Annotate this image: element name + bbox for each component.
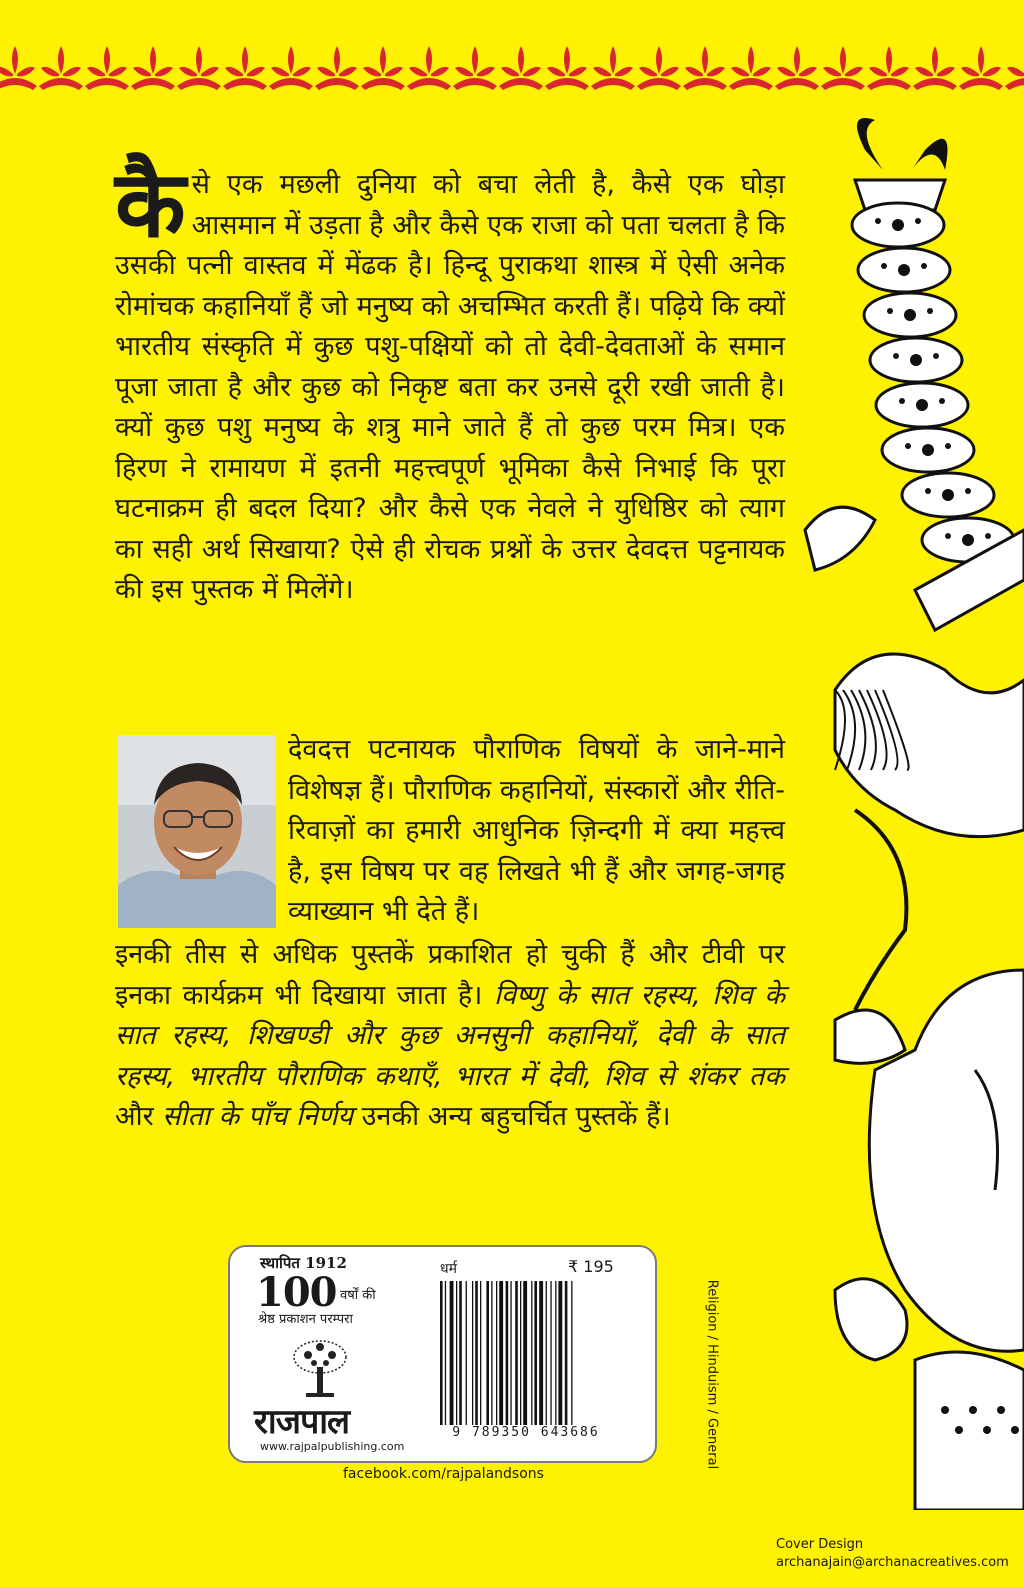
isbn-number: 9 789350 643686	[452, 1425, 600, 1440]
decorative-lotus-border	[0, 40, 1024, 98]
publisher-website[interactable]: www.rajpalpublishing.com	[260, 1440, 405, 1453]
category-label: धर्म	[440, 1261, 457, 1277]
isbn-barcode	[436, 1281, 616, 1425]
designer-email[interactable]: archanajain@archanacreatives.com	[776, 1555, 1009, 1570]
established-label: स्थापित 1912	[260, 1254, 347, 1272]
bio-ending: उनकी अन्य बहुचर्चित पुस्तकें हैं।	[361, 1101, 671, 1132]
years-label: वर्षों की	[340, 1288, 376, 1303]
author-bio-intro	[288, 730, 785, 933]
author-photo	[118, 735, 276, 928]
drop-cap: कै	[115, 151, 186, 258]
hundred-years-number: 100	[256, 1269, 337, 1316]
cover-design-label: Cover Design	[776, 1537, 864, 1552]
publisher-logo-text: राजपाल	[254, 1402, 350, 1442]
conjunction: और	[115, 1101, 154, 1132]
book-titles: विष्णु के सात रहस्य, शिव के सात रहस्य, शिखण्डी और कुछ अनसुनी कहानियाँ, देवी के सात रहस्य, भारतीय पौराणिक कथाएँ, भारत में देवी, शिव से शंकर तक	[115, 979, 786, 1092]
publisher-panel	[228, 1245, 720, 1470]
facebook-link[interactable]: facebook.com/rajpalandsons	[343, 1466, 544, 1482]
blurb-text: से एक मछली दुनिया को बचा लेती है, कैसे एक घोड़ा आसमान में उड़ता है और कैसे एक राजा को पता चलता है कि उसकी पत्नी वास्तव में मेंढक है। हिन्दू पुराकथा शास्त्र में ऐसी अनेक रोमांचक कहानियाँ हैं जो मनुष्य को अचम्भित करती हैं। पढ़िये कि क्यों भारतीय संस्कृति में कुछ पशु-पक्षियों को तो देवी-देवताओं के समान पूजा जाता है और कुछ को निकृष्ट बता कर उनसे दूरी रखी जाती है। क्यों कुछ पशु मनुष्य के शत्रु माने जाते हैं तो कुछ परम मित्र। एक हिरण ने रामायण में इतनी महत्त्वपूर्ण भूमिका कैसे निभाई कि पूरा घटनाक्रम ही बदल दिया? और कैसे एक नेवले ने युधिष्ठिर को त्याग का सही अर्थ सिखाया? ऐसे ही रोचक प्रश्नों के उत्तर देवदत्त पट्टनायक की इस पुस्तक में मिलेंगे।	[115, 169, 785, 605]
book-title-last: सीता के पाँच निर्णय	[162, 1101, 354, 1132]
bio-text-2: इनकी तीस से अधिक पुस्तकें प्रकाशित हो चुकी हैं और टीवी पर इनका कार्यक्रम भी दिखाया जाता है।	[115, 939, 785, 1011]
mythological-line-art	[795, 110, 1024, 1510]
tree-logo-icon	[290, 1337, 350, 1399]
author-bio-books	[115, 935, 785, 1138]
publisher-branding	[230, 1247, 420, 1461]
price-label: ₹ 195	[568, 1257, 614, 1276]
subject-category: Religion / Hinduism / General	[704, 1279, 720, 1470]
tradition-label: श्रेष्ठ प्रकाशन परम्परा	[258, 1312, 353, 1327]
bio-text-1: देवदत्त पटनायक पौराणिक विषयों के जाने-माने विशेषज्ञ हैं। पौराणिक कहानियों, संस्कारों और रीति-रिवाज़ों का हमारी आधुनिक ज़िन्दगी में क्या महत्त्व है, इस विषय पर वह लिखते भी हैं और जगह-जगह व्याख्यान भी देते हैं।	[288, 734, 785, 927]
book-blurb	[115, 151, 785, 611]
